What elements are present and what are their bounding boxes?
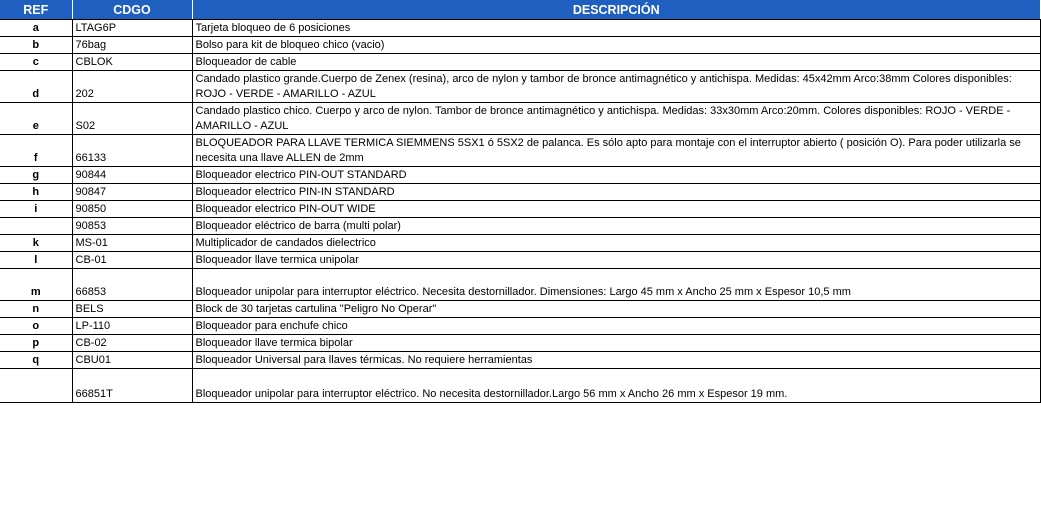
- cell-cdgo[interactable]: 90853: [72, 218, 192, 235]
- cell-descripcion[interactable]: Bloqueador unipolar para interruptor eléctrico. Necesita destornillador. Dimensiones: Largo 45 mm x Ancho 25 mm x Espesor 10,5 mm: [192, 269, 1040, 301]
- cell-ref[interactable]: q: [0, 352, 72, 369]
- cell-ref[interactable]: b: [0, 37, 72, 54]
- cell-cdgo[interactable]: 76bag: [72, 37, 192, 54]
- header-row: [0, 0, 1040, 20]
- cell-cdgo[interactable]: BELS: [72, 301, 192, 318]
- cell-cdgo[interactable]: 90844: [72, 167, 192, 184]
- cell-cdgo[interactable]: 66853: [72, 269, 192, 301]
- table-row: [0, 301, 1040, 318]
- cell-ref[interactable]: m: [0, 269, 72, 301]
- cell-ref[interactable]: n: [0, 301, 72, 318]
- table-row: [0, 103, 1040, 135]
- cell-cdgo[interactable]: CB-02: [72, 335, 192, 352]
- header-descripcion[interactable]: DESCRIPCIÓN: [192, 0, 1040, 20]
- cell-descripcion[interactable]: Bloqueador unipolar para interruptor eléctrico. No necesita destornillador.Largo 56 mm x Ancho 26 mm x Espesor 19 mm.: [192, 369, 1040, 403]
- table-row: [0, 20, 1040, 37]
- cell-cdgo[interactable]: 202: [72, 71, 192, 103]
- cell-ref[interactable]: d: [0, 71, 72, 103]
- table-row: [0, 252, 1040, 269]
- cell-descripcion[interactable]: Tarjeta bloqueo de 6 posiciones: [192, 20, 1040, 37]
- cell-cdgo[interactable]: MS-01: [72, 235, 192, 252]
- cell-ref[interactable]: k: [0, 235, 72, 252]
- header-cdgo[interactable]: CDGO: [72, 0, 192, 20]
- table-row: [0, 352, 1040, 369]
- cell-descripcion[interactable]: Bloqueador Universal para llaves térmicas. No requiere herramientas: [192, 352, 1040, 369]
- table-row: [0, 135, 1040, 167]
- cell-ref[interactable]: f: [0, 135, 72, 167]
- cell-cdgo[interactable]: 66133: [72, 135, 192, 167]
- cell-descripcion[interactable]: Bloqueador electrico PIN-OUT STANDARD: [192, 167, 1040, 184]
- cell-ref[interactable]: i: [0, 201, 72, 218]
- cell-ref[interactable]: [0, 218, 72, 235]
- cell-descripcion[interactable]: Bloqueador electrico PIN-IN STANDARD: [192, 184, 1040, 201]
- table-body: [0, 20, 1040, 403]
- cell-ref[interactable]: o: [0, 318, 72, 335]
- table-row: [0, 218, 1040, 235]
- cell-descripcion[interactable]: Multiplicador de candados dielectrico: [192, 235, 1040, 252]
- cell-descripcion[interactable]: Bloqueador llave termica bipolar: [192, 335, 1040, 352]
- table-row: [0, 201, 1040, 218]
- cell-cdgo[interactable]: 90847: [72, 184, 192, 201]
- table-row: [0, 54, 1040, 71]
- cell-descripcion[interactable]: Candado plastico chico. Cuerpo y arco de nylon. Tambor de bronce antimagnético y antichispa. Medidas: 33x30mm Arco:20mm. Colores disponibles: ROJO - VERDE - AMARILLO - AZUL: [192, 103, 1040, 135]
- table-row: [0, 71, 1040, 103]
- cell-descripcion[interactable]: Bloqueador llave termica unipolar: [192, 252, 1040, 269]
- cell-descripcion[interactable]: Bloqueador eléctrico de barra (multi polar): [192, 218, 1040, 235]
- cell-ref[interactable]: h: [0, 184, 72, 201]
- cell-ref[interactable]: c: [0, 54, 72, 71]
- cell-ref[interactable]: p: [0, 335, 72, 352]
- table-row: [0, 37, 1040, 54]
- table-row: [0, 318, 1040, 335]
- cell-descripcion[interactable]: BLOQUEADOR PARA LLAVE TERMICA SIEMMENS 5SX1 ó 5SX2 de palanca. Es sólo apto para montaje con el interruptor abierto ( posición O). Para poder utilizarla se necesita una llave ALLEN de 2mm: [192, 135, 1040, 167]
- cell-descripcion[interactable]: Bloqueador para enchufe chico: [192, 318, 1040, 335]
- cell-cdgo[interactable]: 66851T: [72, 369, 192, 403]
- cell-cdgo[interactable]: CB-01: [72, 252, 192, 269]
- cell-cdgo[interactable]: LTAG6P: [72, 20, 192, 37]
- cell-descripcion[interactable]: Block de 30 tarjetas cartulina "Peligro No Operar": [192, 301, 1040, 318]
- cell-cdgo[interactable]: LP-110: [72, 318, 192, 335]
- cell-descripcion[interactable]: Bolso para kit de bloqueo chico (vacio): [192, 37, 1040, 54]
- cell-ref[interactable]: g: [0, 167, 72, 184]
- cell-descripcion[interactable]: Bloqueador de cable: [192, 54, 1040, 71]
- cell-cdgo[interactable]: S02: [72, 103, 192, 135]
- cell-cdgo[interactable]: 90850: [72, 201, 192, 218]
- header-ref[interactable]: REF: [0, 0, 72, 20]
- cell-ref[interactable]: e: [0, 103, 72, 135]
- cell-descripcion[interactable]: Bloqueador electrico PIN-OUT WIDE: [192, 201, 1040, 218]
- table-row: [0, 184, 1040, 201]
- cell-cdgo[interactable]: CBLOK: [72, 54, 192, 71]
- cell-cdgo[interactable]: CBU01: [72, 352, 192, 369]
- cell-ref[interactable]: l: [0, 252, 72, 269]
- table-row: [0, 369, 1040, 403]
- cell-descripcion[interactable]: Candado plastico grande.Cuerpo de Zenex (resina), arco de nylon y tambor de bronce antimagnético y antichispa. Medidas: 45x42mm Arco:38mm Colores disponibles: ROJO - VERDE - AMARILLO - AZUL: [192, 71, 1040, 103]
- table-row: [0, 167, 1040, 184]
- table-row: [0, 235, 1040, 252]
- cell-ref[interactable]: a: [0, 20, 72, 37]
- table-row: [0, 335, 1040, 352]
- table-row: [0, 269, 1040, 301]
- cell-ref[interactable]: [0, 369, 72, 403]
